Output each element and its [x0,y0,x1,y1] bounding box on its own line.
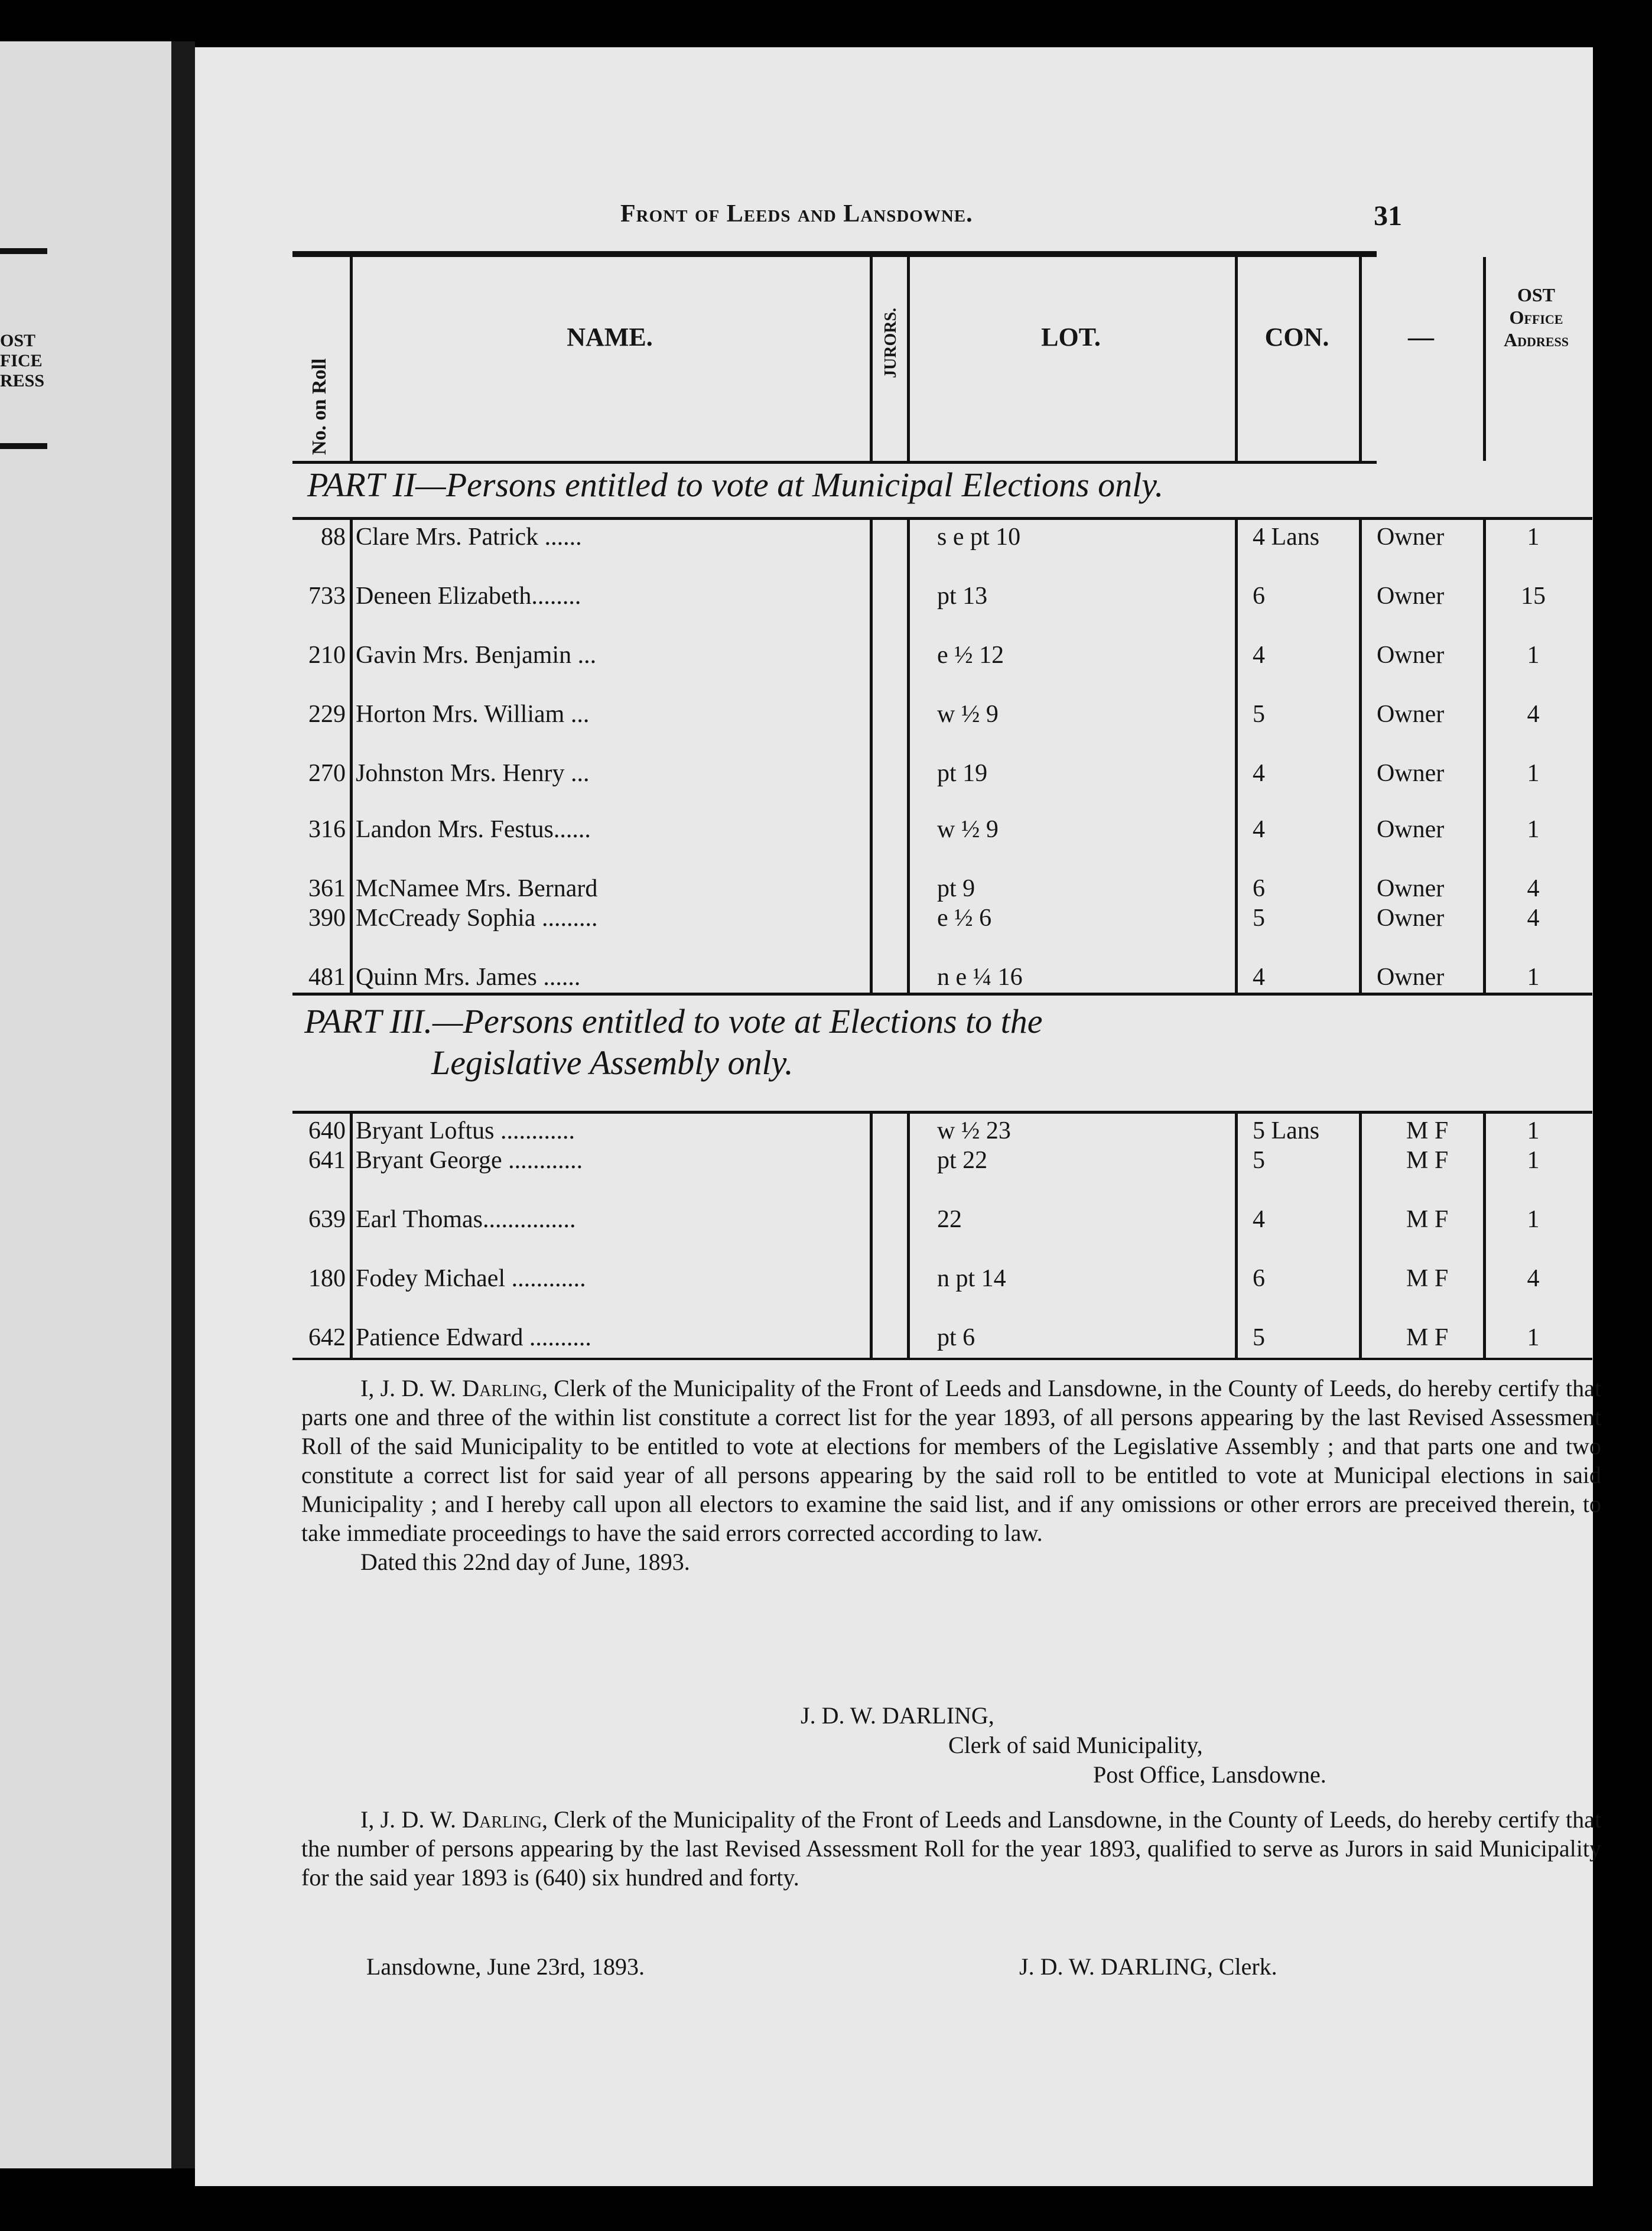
concession: 5 Lans [1253,1117,1320,1144]
lot: n pt 14 [937,1265,1006,1292]
concession: 4 [1253,1206,1265,1233]
column-header-lot: LOT. [1041,323,1101,352]
table-row [195,1264,1593,1294]
roll-number: 88 [321,523,346,551]
clerk-surname: Darling [462,1806,542,1833]
voter-name: Johnston Mrs. Henry ... [356,760,590,787]
part-2-bottom-rule [292,993,1592,996]
table-row [195,1117,1593,1146]
voter-name: Deneen Elizabeth........ [356,583,581,610]
voter-name: Gavin Mrs. Benjamin ... [356,642,597,669]
column-rule [0,248,47,254]
status: M F [1406,1324,1449,1351]
lot: n e ¼ 16 [937,964,1023,991]
previous-page-fragment [0,41,171,2168]
voter-name: McNamee Mrs. Bernard [356,875,598,902]
status: M F [1406,1206,1449,1233]
concession: 5 [1253,1147,1265,1174]
column-header-roll: No. on Roll [308,358,330,455]
clerk-signature: J. D. W. DARLING, Clerk. [1019,1953,1277,1980]
header-line: FICE [0,351,43,370]
voter-name: Bryant George ............ [356,1147,583,1174]
post-office: 1 [1527,1117,1540,1144]
certificate-paragraph [301,1374,1601,1547]
status: M F [1406,1147,1449,1174]
lot: pt 19 [937,760,988,787]
status: Owner [1377,760,1445,787]
running-header: Front of Leeds and Lansdowne. [620,200,973,227]
table-row [195,815,1593,845]
column-divider [870,257,873,461]
voter-name: Earl Thomas............... [356,1206,576,1233]
column-header-con: CON. [1264,323,1329,352]
table-bottom-rule [292,1358,1592,1360]
status: Owner [1377,905,1445,932]
lot: pt 9 [937,875,975,902]
place-and-date: Lansdowne, June 23rd, 1893. [366,1953,645,1980]
status: Owner [1377,964,1445,991]
column-header-jurors: JURORS. [882,307,900,378]
roll-number: 733 [308,583,346,610]
table-row [195,700,1593,730]
concession: 6 [1253,583,1265,610]
part-3-heading: PART III.—Persons entitled to vote at Elections to the [304,1002,1043,1040]
column-header-blank: — [1408,323,1434,352]
post-office: 4 [1527,1265,1540,1292]
table-row [195,759,1593,789]
post-office: 15 [1521,583,1546,610]
certificate-body: , Clerk of the Municipality of the Front of Leeds and Lansdowne, in the County of Leeds, do hereby certify that the number of persons appearing by the last Revised Assessment Roll for the year 1893, qualified to serve as Jurors in said Municipality for the said year 1893 is (640) six hundred and forty. [301,1806,1601,1891]
page [195,47,1601,2186]
signature-name: J. D. W. DARLING, [801,1702,994,1729]
status: Owner [1377,701,1445,728]
book-gutter [171,41,195,2168]
previous-page-column-header [0,331,59,391]
header-line: Office [1509,307,1563,328]
part-3-heading-continued: Legislative Assembly only. [431,1043,794,1082]
status: M F [1406,1265,1449,1292]
table-header-rule [292,461,1377,464]
concession: 4 Lans [1253,523,1320,551]
voter-name: Landon Mrs. Festus...... [356,816,591,843]
post-office: 1 [1527,1206,1540,1233]
post-office: 1 [1527,1324,1540,1351]
lot: pt 13 [937,583,988,610]
clerk-certificate [301,1374,1601,1576]
roll-number: 640 [308,1117,346,1144]
post-office: 1 [1527,964,1540,991]
header-line: OST [1517,284,1556,305]
lot: w ½ 23 [937,1117,1011,1144]
table-row [195,1323,1593,1353]
voter-name: Horton Mrs. William ... [356,701,590,728]
status: Owner [1377,875,1445,902]
voter-name: McCready Sophia ......... [356,905,598,932]
post-office: 1 [1527,523,1540,551]
post-office: 1 [1527,642,1540,669]
page-number: 31 [1374,200,1402,232]
certificate-lead: I, J. D. W. [360,1375,463,1401]
voter-name: Clare Mrs. Patrick ...... [356,523,582,551]
post-office: 1 [1527,1147,1540,1174]
concession: 4 [1253,816,1265,843]
column-divider [1235,257,1238,461]
concession: 4 [1253,760,1265,787]
table-row [195,582,1593,612]
certificate-lead: I, J. D. W. [360,1806,463,1833]
concession: 6 [1253,1265,1265,1292]
roll-number: 361 [308,875,346,902]
concession: 5 [1253,905,1265,932]
table-row [195,641,1593,671]
concession: 4 [1253,964,1265,991]
concession: 6 [1253,875,1265,902]
part-2-heading: PART II—Persons entitled to vote at Municipal Elections only. [307,466,1164,504]
post-office: 1 [1527,760,1540,787]
roll-number: 481 [308,964,346,991]
column-rule [0,443,47,449]
column-divider [350,257,353,461]
status: Owner [1377,816,1445,843]
lot: w ½ 9 [937,816,999,843]
certificate-paragraph [301,1805,1601,1892]
part-2-rule [292,517,1592,520]
lot: s e pt 10 [937,523,1021,551]
concession: 4 [1253,642,1265,669]
signature-title: Clerk of said Municipality, [948,1732,1203,1758]
status: Owner [1377,583,1445,610]
status: M F [1406,1117,1449,1144]
header-line: OST [0,331,36,350]
jurors-certificate [301,1805,1601,1892]
roll-number: 210 [308,642,346,669]
lot: w ½ 9 [937,701,999,728]
column-divider [907,257,910,461]
clerk-surname: Darling [462,1375,542,1401]
roll-number: 639 [308,1206,346,1233]
lot: pt 6 [937,1324,975,1351]
roll-number: 641 [308,1147,346,1174]
table-top-rule [292,251,1377,257]
table-row [195,874,1593,904]
lot: pt 22 [937,1147,988,1174]
header-line: Address [1504,329,1569,350]
status: Owner [1377,523,1445,551]
table-row [195,963,1593,993]
roll-number: 229 [308,701,346,728]
header-line: RESS [0,371,45,391]
voter-name: Fodey Michael ............ [356,1265,586,1292]
part-3-rule [292,1111,1592,1114]
concession: 5 [1253,1324,1265,1351]
dated-line: Dated this 22nd day of June, 1893. [360,1549,690,1575]
table-row [195,1146,1593,1176]
roll-number: 390 [308,905,346,932]
roll-number: 270 [308,760,346,787]
post-office: 4 [1527,905,1540,932]
table-row [195,523,1593,552]
lot: e ½ 12 [937,642,1004,669]
post-office: 1 [1527,816,1540,843]
voter-name: Bryant Loftus ............ [356,1117,575,1144]
column-divider [1359,257,1362,461]
status: Owner [1377,642,1445,669]
lot: 22 [937,1206,962,1233]
voter-name: Patience Edward .......... [356,1324,591,1351]
lot: e ½ 6 [937,905,992,932]
table-row [195,1205,1593,1235]
roll-number: 180 [308,1265,346,1292]
signature-post-office: Post Office, Lansdowne. [1093,1761,1326,1788]
post-office: 4 [1527,875,1540,902]
column-header-post-office [1483,284,1589,351]
voter-name: Quinn Mrs. James ...... [356,964,581,991]
table-row [195,904,1593,934]
certificate-body: , Clerk of the Municipality of the Front of Leeds and Lansdowne, in the County of Leeds, do hereby certify that parts one and three of the within list constitute a correct list for the year 1893, of all persons appearing by the last Revised Assessment Roll of the said Municipality to be entitled to vote at elections for members of the Legislative Assembly ; and that parts one and two constitute a correct list for said year of all persons appearing by the said roll to be entitled to vote at Municipal elections in said Municipality ; and I hereby call upon all electors to examine the said list, and if any omissions or other errors are preceived therein, to take immediate proceedings to have the said errors corrected according to law. [301,1375,1601,1546]
roll-number: 316 [308,816,346,843]
column-header-name: NAME. [567,323,653,352]
roll-number: 642 [308,1324,346,1351]
post-office: 4 [1527,701,1540,728]
concession: 5 [1253,701,1265,728]
